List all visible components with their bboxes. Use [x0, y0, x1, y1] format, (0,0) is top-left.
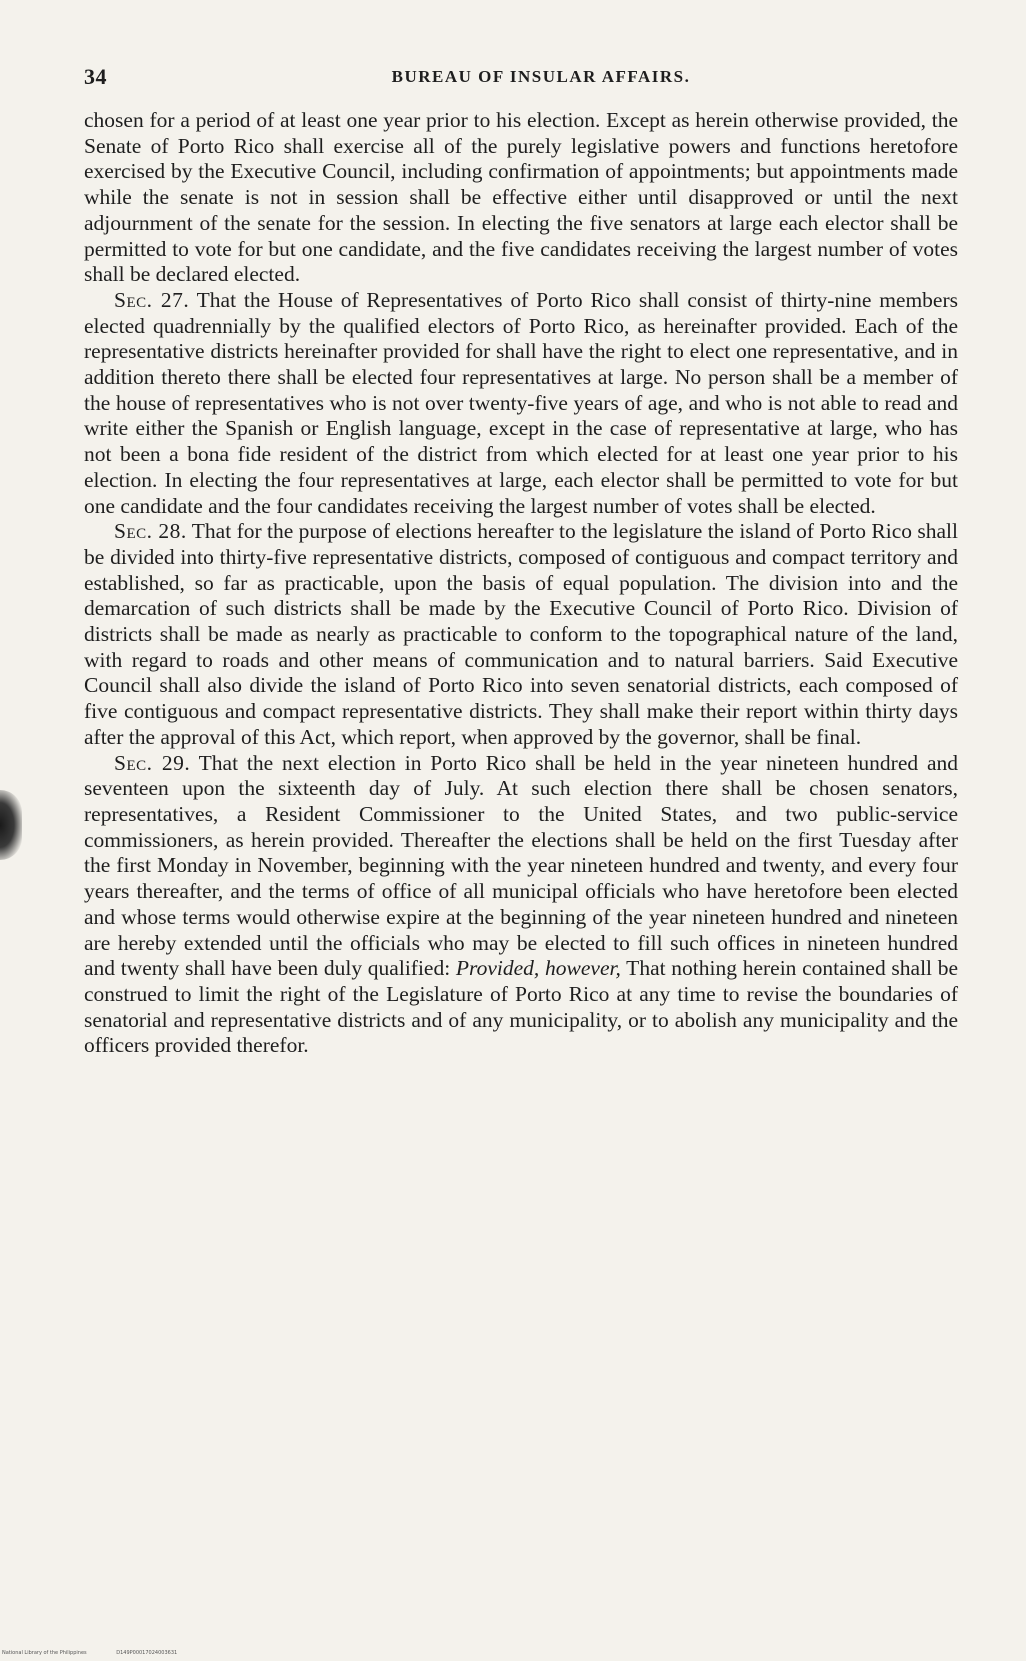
scan-code: D149P00017024003631	[116, 1650, 178, 1656]
section-29	[84, 751, 958, 1059]
section-text-before: That the next election in Porto Rico shall be held in the year nineteen hundred and seventeen upon the sixteenth day of July. At such election there shall be chosen senators, representatives, a Resident Commissioner to the United States, and two public-service commissioners, as herein provided. Thereafter the elections shall be held on the first Tuesday after the first Monday in November, beginning with the year nineteen hundred and twenty, and every four years thereafter, and the terms of office of all municipal officials who have heretofore been elected and whose terms would otherwise expire at the beginning of the year nineteen hundred and nineteen are hereby extended until the officials who may be elected to fill such offices in nineteen hundred and twenty shall have been duly qualified:	[84, 750, 959, 981]
section-label: Sec. 27.	[114, 287, 190, 312]
section-28	[84, 519, 958, 750]
section-text-after: That nothing herein contained shall be construed to limit the right of the Legislature of Porto Rico at any time to revise the boundaries of senatorial and representative districts and of any municipality, or to abolish any municipality and the officers provided therefor.	[84, 956, 959, 1058]
page-header	[84, 64, 958, 92]
proviso-italic: Provided, however,	[455, 956, 621, 981]
section-label: Sec. 29.	[114, 750, 191, 775]
section-27	[84, 288, 958, 519]
scan-footer	[2, 1650, 205, 1656]
binding-shadow	[0, 790, 22, 860]
library-name: National Library of the Philippines	[2, 1650, 87, 1656]
paragraph-text: chosen for a period of at least one year prior to his election. Except as herein otherwise provided, the Senate of Porto Rico shall exercise all of the purely legislative powers and functions heretofore exercised by the Executive Council, including confirmation of appointments; but appointments made while the senate is not in session shall be effective either until disapproved or until the next adjournment of the senate for the session. In electing the five senators at large each elector shall be permitted to vote for but one candidate, and the five candidates receiving the largest number of votes shall be declared elected.	[84, 108, 958, 287]
section-text: That for the purpose of elections hereafter to the legislature the island of Porto Rico shall be divided into thirty-five representative districts, composed of contiguous and compact territory and established, so far as practicable, upon the basis of equal population. The division into and the demarcation of such districts shall be made by the Executive Council of Porto Rico. Division of districts shall be made as nearly as practicable to conform to the topographical nature of the land, with regard to roads and other means of communication and to natural barriers. Said Executive Council shall also divide the island of Porto Rico into seven senatorial districts, each composed of five contiguous and compact representative districts. They shall make their report within thirty days after the approval of this Act, which report, when approved by the governor, shall be final.	[84, 519, 958, 749]
body-text	[84, 108, 958, 1059]
page-number: 34	[84, 64, 107, 89]
running-title: BUREAU OF INSULAR AFFAIRS.	[391, 67, 691, 86]
section-text: That the House of Representatives of Porto Rico shall consist of thirty-nine members elected quadrennially by the qualified electors of Porto Rico, as hereinafter provided. Each of the representative districts hereinafter provided for shall have the right to elect one representative, and in addition thereto there shall be elected four representatives at large. No person shall be a member of the house of representatives who is not over twenty-five years of age, and who is not able to read and write either the Spanish or English language, except in the case of representative at large, who has not been a bona fide resident of the district from which elected for at least one year prior to his election. In electing the four representatives at large, each elector shall be permitted to vote for but one candidate and the four candidates receiving the largest number of votes shall be elected.	[84, 287, 958, 518]
section-label: Sec. 28.	[114, 519, 187, 544]
paragraph-continuation	[84, 108, 958, 288]
